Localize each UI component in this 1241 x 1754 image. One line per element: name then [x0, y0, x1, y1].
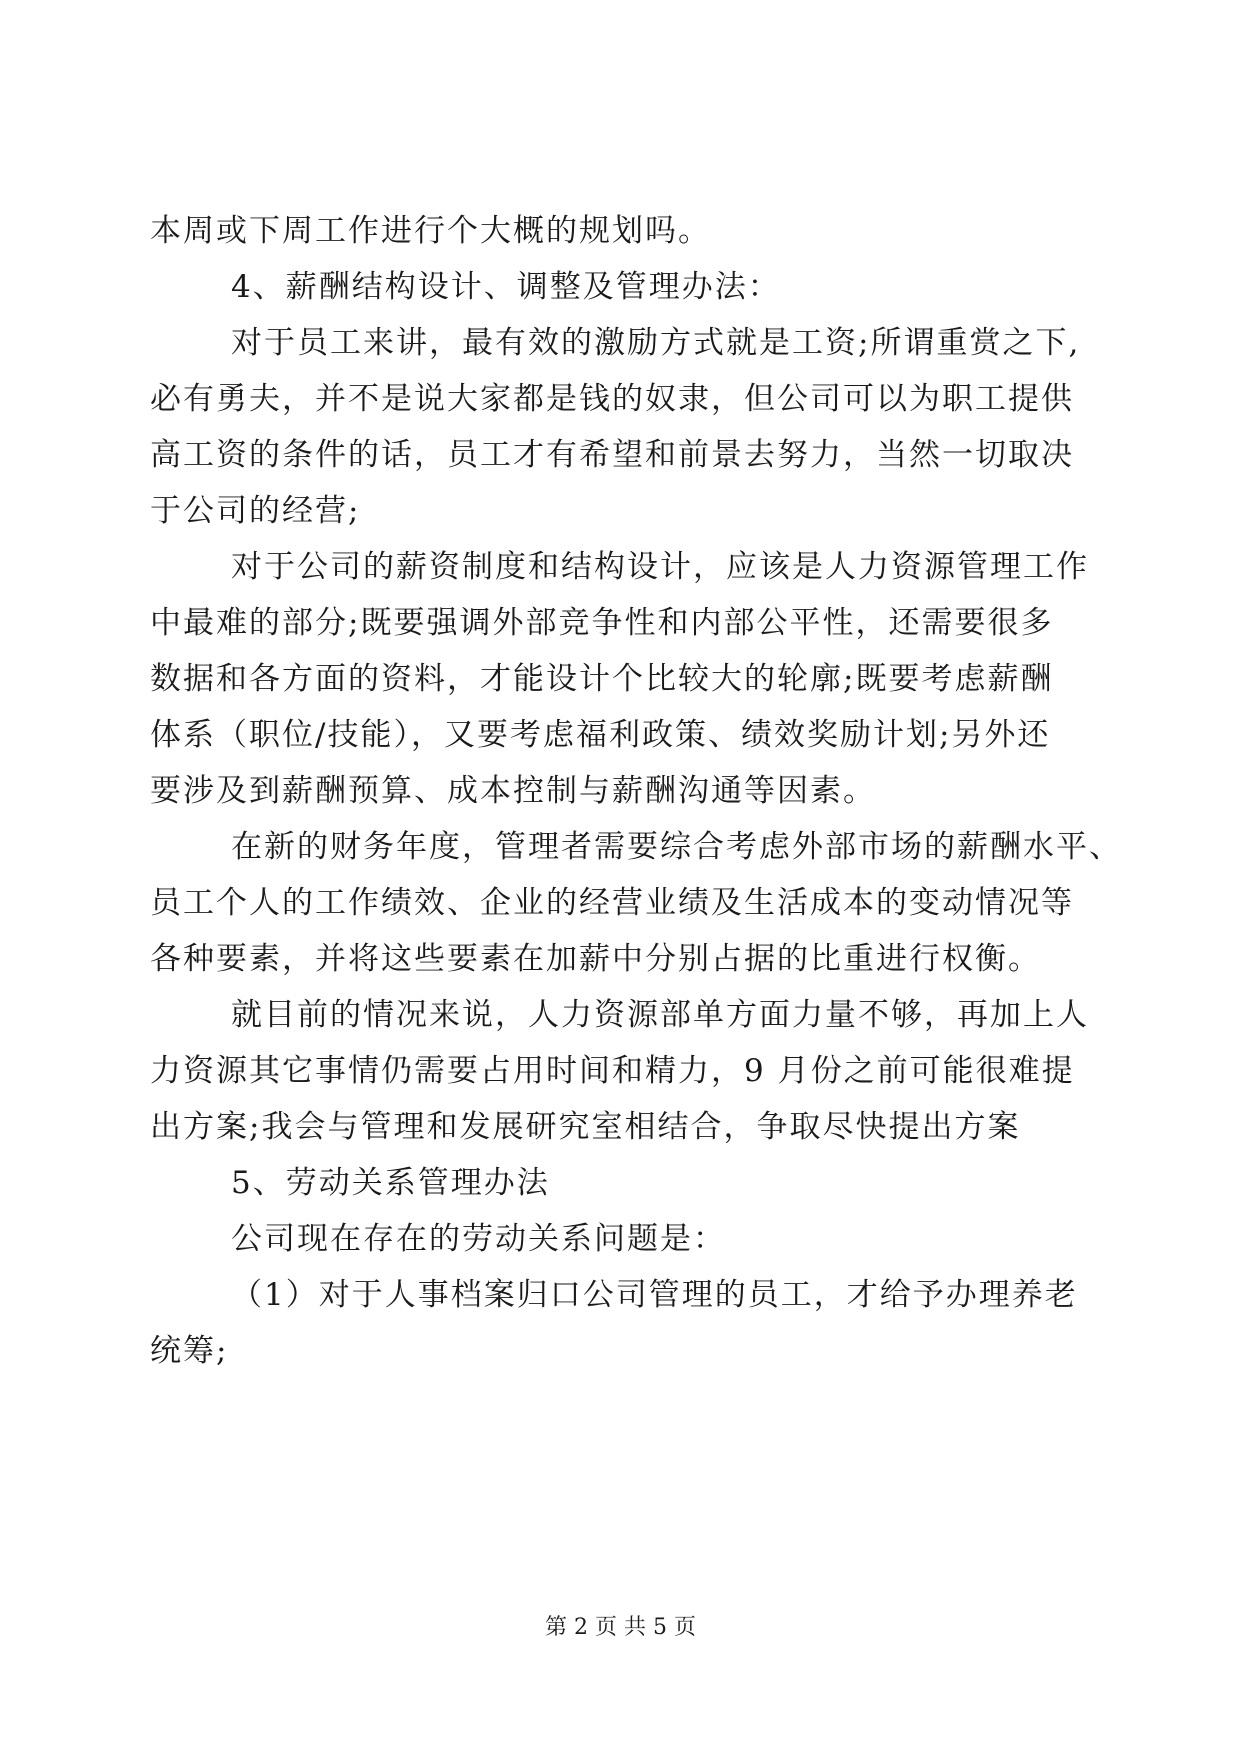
page-number-footer: 第 2 页 共 5 页	[545, 1615, 696, 1640]
paragraph-line: 力资源其它事情仍需要占用时间和精力，9 月份之前可能很难提	[150, 1053, 1075, 1089]
section-heading: 5、劳动关系管理办法	[231, 1165, 550, 1201]
paragraph-line: 在新的财务年度，管理者需要综合考虑外部市场的薪酬水平、	[231, 829, 1122, 865]
paragraph-line: 体系（职位/技能），又要考虑福利政策、绩效奖励计划;另外还	[150, 717, 1051, 753]
paragraph-line: 对于公司的薪资制度和结构设计，应该是人力资源管理工作	[231, 549, 1089, 585]
paragraph-line: 就目前的情况来说，人力资源部单方面力量不够，再加上人	[231, 997, 1089, 1033]
list-item-line: 统筹;	[150, 1333, 229, 1369]
paragraph-line: 员工个人的工作绩效、企业的经营业绩及生活成本的变动情况等	[150, 885, 1074, 921]
paragraph-line: 公司现在存在的劳动关系问题是：	[231, 1221, 726, 1257]
paragraph-line: 必有勇夫，并不是说大家都是钱的奴隶，但公司可以为职工提供	[150, 381, 1074, 417]
paragraph-line: 数据和各方面的资料，才能设计个比较大的轮廓;既要考虑薪酬	[150, 661, 1054, 697]
paragraph-line: 出方案;我会与管理和发展研究室相结合，争取尽快提出方案	[150, 1109, 1021, 1145]
list-item-line: （1）对于人事档案归口公司管理的员工，才给予办理养老	[231, 1277, 1078, 1313]
paragraph-line: 高工资的条件的话，员工才有希望和前景去努力，当然一切取决	[150, 437, 1074, 473]
paragraph-line: 对于员工来讲，最有效的激励方式就是工资;所谓重赏之下,	[231, 325, 1081, 361]
body-line: 本周或下周工作进行个大概的规划吗。	[150, 213, 711, 249]
section-heading: 4、薪酬结构设计、调整及管理办法：	[231, 269, 781, 305]
paragraph-line: 各种要素，并将这些要素在加薪中分别占据的比重进行权衡。	[150, 941, 1041, 977]
paragraph-line: 要涉及到薪酬预算、成本控制与薪酬沟通等因素。	[150, 773, 876, 809]
paragraph-line: 中最难的部分;既要强调外部竞争性和内部公平性，还需要很多	[150, 605, 1054, 641]
paragraph-line: 于公司的经营;	[150, 493, 361, 529]
